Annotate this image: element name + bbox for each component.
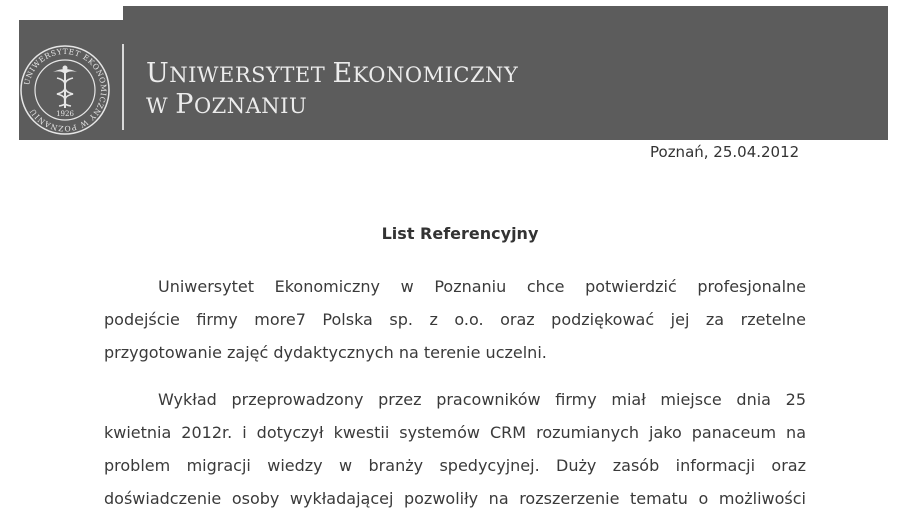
university-name — [146, 60, 518, 122]
university-name-line-2: W POZNANIU — [146, 89, 308, 120]
paragraph-1 — [104, 270, 806, 369]
seal-year: 1926 — [56, 110, 74, 118]
paragraph-2 — [104, 383, 806, 515]
paragraph-line: doświadczenie osoby wykładającej pozwoliły na rozszerzenie tematu o możliwości — [104, 489, 806, 508]
letter-date: Poznań, 25.04.2012 — [650, 143, 800, 161]
university-seal-icon — [19, 44, 111, 136]
letter-title: List Referencyjny — [381, 224, 539, 243]
letterhead-band — [19, 6, 888, 140]
paragraph-line: Wykład przeprowadzony przez pracowników firmy miał miejsce dnia 25 — [158, 390, 806, 409]
paragraph-line: kwietnia 2012r. i dotyczył kwestii systemów CRM rozumianych jako panaceum na — [104, 423, 806, 442]
paragraph-line: przygotowanie zajęć dydaktycznych na terenie uczelni. — [104, 343, 547, 362]
university-name-line-1: UNIWERSYTET EKONOMICZNY — [146, 58, 519, 89]
seal-ring-text: UNIWERSYTET EKONOMICZNY W POZNANIU — [22, 46, 109, 134]
paragraph-line: problem migracji wiedzy w branży spedycyjnej. Duży zasób informacji oraz — [104, 456, 806, 475]
paragraph-line: podejście firmy more7 Polska sp. z o.o. oraz podziękować jej za rzetelne — [104, 310, 806, 329]
paragraph-line: Uniwersytet Ekonomiczny w Poznaniu chce potwierdzić profesjonalne — [158, 277, 806, 296]
letterhead-notch — [19, 6, 123, 20]
letterhead-divider — [122, 44, 124, 130]
